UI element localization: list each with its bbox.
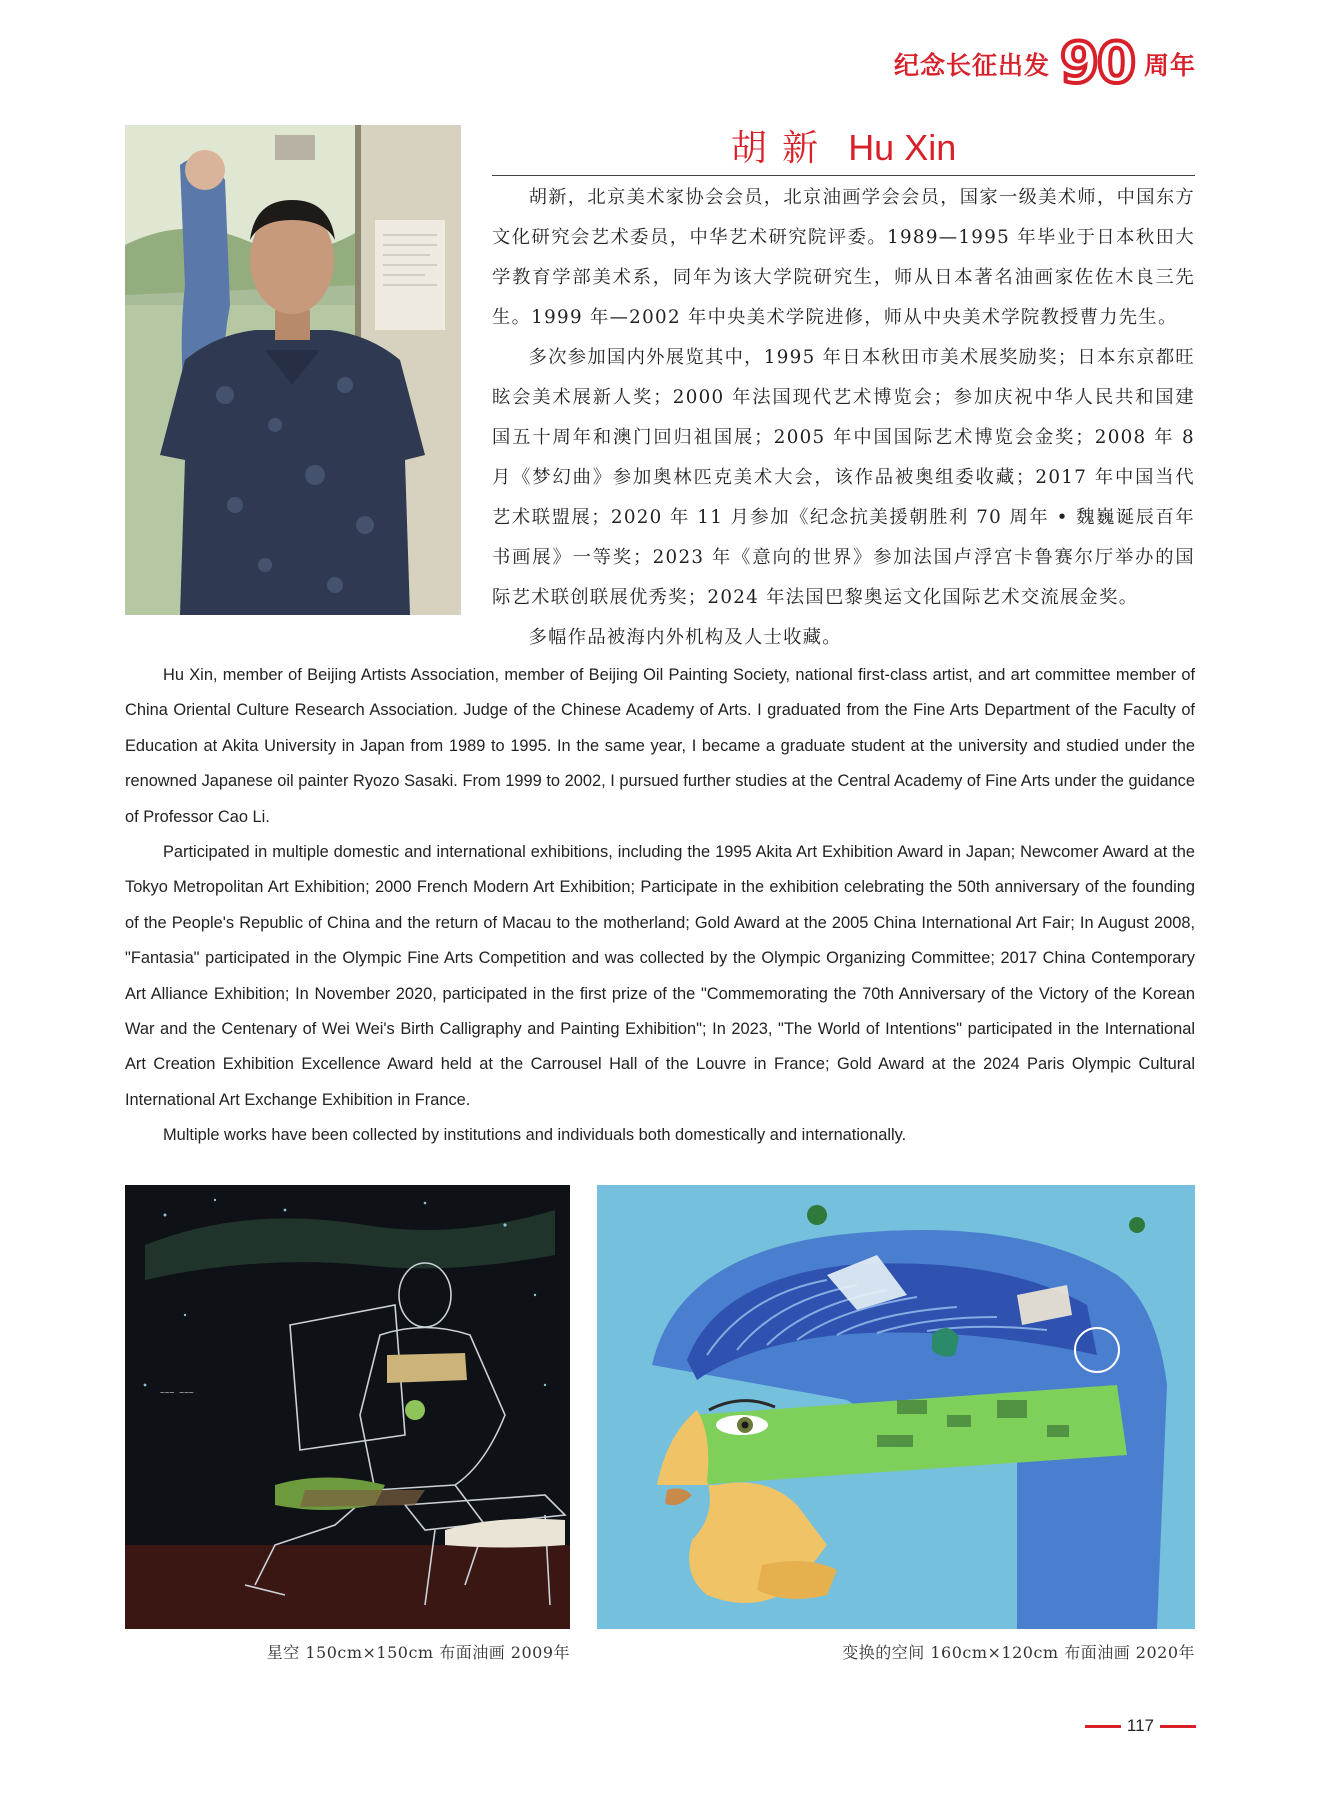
bio-en-paragraph: Hu Xin, member of Beijing Artists Association, member of Beijing Oil Painting Society, national first-class artist, and art committee member of China Oriental Culture Research Association. Judge of the Chinese Academy of Arts. I graduated from the Fine Arts Department of the Faculty of Education at Akita University in Japan from 1989 to 1995. In the same year, I became a graduate student at the university and studied under the renowned Japanese oil painter Ryozo Sasaki. From 1999 to 2002, I pursued further studies at the Central Academy of Fine Arts under the guidance of Professor Cao Li. <box>125 666 1195 826</box>
bio-en-paragraph: Participated in multiple domestic and international exhibitions, including the 1995 Akita Art Exhibition Award in Japan; Newcomer Award at the Tokyo Metropolitan Art Exhibition; 2000 French Modern Art Exhibition; Participate in the exhibition celebrating the 50th anniversary of the founding of the People's Republic of China and the return of Macau to the motherland; Gold Award at the 2005 China International Art Fair; In August 2008, "Fantasia" participated in the Olympic Fine Arts Competition and was collected by the Olympic Organizing Committee; 2017 China Contemporary Art Alliance Exhibition; In November 2020, participated in the first prize of the "Commemorating the 70th Anniversary of the Victory of the Korean War and the Centenary of Wei Wei's Birth Calligraphy and Painting Exhibition"; In 2023, "The World of Intentions" participated in the International Art Creation Exhibition Excellence Award held at the Carrousel Hall of the Louvre in France; Gold Award at the 2024 Paris Olympic Cultural International Art Exchange Exhibition in France. <box>125 843 1195 1109</box>
header-right-text: 周年 <box>1143 51 1196 80</box>
title-en: Hu Xin <box>848 127 957 168</box>
svg-text:~~~ ~~~: ~~~ ~~~ <box>160 1388 194 1397</box>
header-left-text: 纪念长征出发 <box>894 51 1051 80</box>
magazine-header <box>894 31 1196 96</box>
artwork-caption: 星空 150cm×150cm 布面油画 2009年 <box>266 1643 570 1662</box>
artwork-starry-sky <box>125 1185 570 1629</box>
page-number-text: 117 <box>1126 1716 1154 1735</box>
page-number-rule <box>1085 1725 1121 1728</box>
page-number <box>1085 1716 1196 1736</box>
bio-cn-paragraph: 多幅作品被海内外机构及人士收藏。 <box>528 627 842 648</box>
title-cn: 胡 新 <box>730 128 821 169</box>
header-number-logo: 90 <box>1060 31 1134 96</box>
bio-chinese <box>492 178 1195 658</box>
bio-cn-paragraph: 多次参加国内外展览其中，1995 年日本秋田市美术展奖励奖；日本东京都旺眩会美术展新人奖；2000 年法国现代艺术博览会；参加庆祝中华人民共和国建国五十周年和澳门回归祖国展；2005 年中国国际艺术博览会金奖；2008 年 8 月《梦幻曲》参加奥林匹克美术大会，该作品被奥组委收藏；2017 年中国当代艺术联盟展；2020 年 11 月参加《纪念抗美援朝胜利 70 周年 • 魏巍诞辰百年书画展》一等奖；2023 年《意向的世界》参加法国卢浮宫卡鲁赛尔厅举办的国际艺术联创联展优秀奖；2024 年法国巴黎奥运文化国际艺术交流展金奖。 <box>492 347 1195 608</box>
bio-en-paragraph: Multiple works have been collected by institutions and individuals both domestically and internationally. <box>163 1126 907 1145</box>
bio-cn-paragraph: 胡新，北京美术家协会会员，北京油画学会会员，国家一级美术师，中国东方文化研究会艺术委员，中华艺术研究院评委。1989—1995 年毕业于日本秋田大学教育学部美术系，同年为该大学院研究生，师从日本著名油画家佐佐木良三先生。1999 年—2002 年中央美术学院进修，师从中央美术学院教授曹力先生。 <box>492 187 1195 328</box>
bio-english <box>125 658 1195 1154</box>
article-title <box>492 120 1195 171</box>
artwork-transforming-space <box>597 1185 1195 1629</box>
title-divider <box>492 175 1195 176</box>
artwork-caption: 变换的空间 160cm×120cm 布面油画 2020年 <box>842 1643 1195 1662</box>
page-number-rule <box>1160 1725 1196 1728</box>
artist-portrait-photo <box>125 125 461 615</box>
